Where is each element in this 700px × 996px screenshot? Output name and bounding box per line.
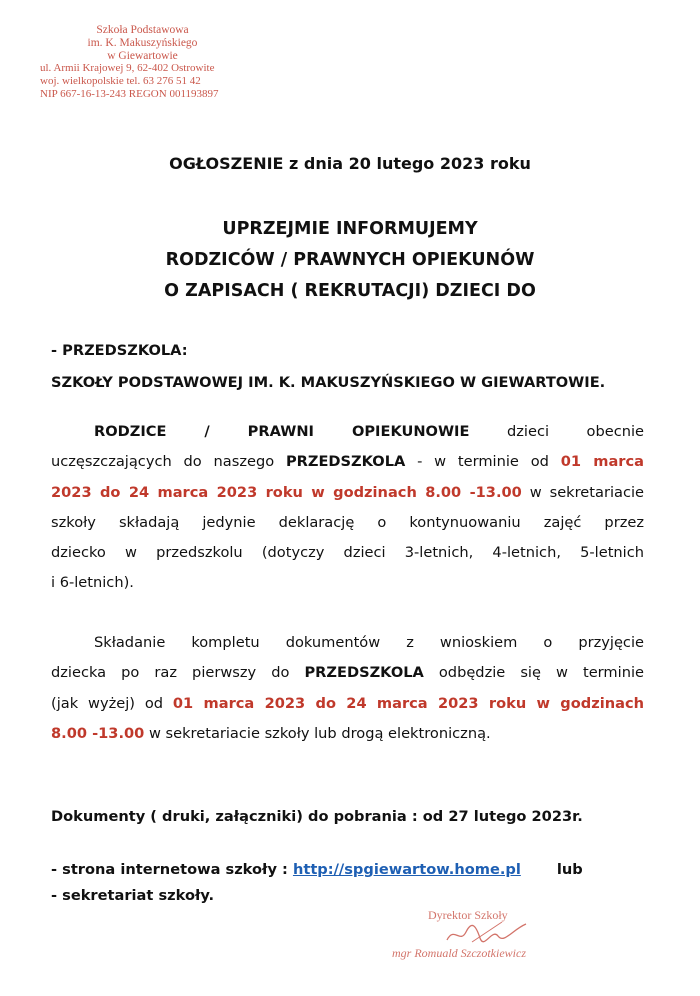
- para2-text: odbędzie się w terminie: [423, 664, 644, 682]
- para1-bold: PRZEDSZKOLA: [285, 453, 406, 471]
- signature-title: Dyrektor Szkoły: [428, 908, 508, 922]
- para1-parents: RODZICE / PRAWNI OPIEKUNOWIE: [94, 423, 470, 440]
- school-name: SZKOŁY PODSTAWOWEJ IM. K. MAKUSZYŃSKIEGO W GIEWARTOWIE.: [51, 374, 606, 391]
- para1-text: uczęszczających do naszego: [51, 453, 286, 471]
- school-website-link[interactable]: http://spgiewartow.home.pl: [292, 861, 521, 878]
- para1-date: 01 marca: [560, 453, 644, 471]
- website-line: [51, 861, 583, 878]
- para1-line-3: [51, 478, 644, 508]
- signature-name: mgr Romuald Szczotkiewicz: [392, 946, 526, 960]
- preschool-item: - PRZEDSZKOLA:: [51, 342, 188, 359]
- paragraph-application: [51, 628, 644, 749]
- para2-line-2: [51, 658, 644, 688]
- heading-line-3: O ZAPISACH ( REKRUTACJI) DZIECI DO: [164, 281, 536, 301]
- para1-date-range: 2023 do 24 marca 2023 roku w godzinach 8.00 -13.00: [51, 483, 522, 501]
- para2-hours: 8.00 -13.00: [51, 724, 145, 742]
- signature-scribble-icon: [442, 918, 532, 948]
- para1-line-5: dziecko w przedszkolu (dotyczy dzieci 3-letnich, 4-letnich, 5-letnich: [51, 544, 644, 562]
- secretariat-line: - sekretariat szkoły.: [51, 887, 215, 904]
- para1-line-6: i 6-letnich).: [51, 574, 134, 592]
- website-or: lub: [556, 861, 583, 878]
- para2-line-1: Składanie kompletu dokumentów z wnioskiem o przyjęcie: [94, 634, 644, 651]
- para1-text: w sekretariacie: [521, 483, 644, 501]
- stamp-line-6: NIP 667-16-13-243 REGON 001193897: [40, 87, 219, 100]
- school-stamp: [40, 24, 245, 101]
- para1-line-4: szkoły składają jedynie deklarację o kontynuowaniu zajęć przez: [51, 513, 644, 531]
- para2-date-range: 01 marca 2023 do 24 marca 2023 roku w godzinach: [172, 694, 645, 712]
- para1-text: dzieci obecnie: [506, 423, 645, 440]
- para2-text: w sekretariacie szkoły lub drogą elektroniczną.: [144, 724, 491, 742]
- stamp-line-4: ul. Armii Krajowej 9, 62-402 Ostrowite: [40, 62, 215, 75]
- heading-line-1: UPRZEJMIE INFORMUJEMY: [222, 219, 478, 239]
- announcement-title: OGŁOSZENIE z dnia 20 lutego 2023 roku: [169, 154, 531, 173]
- stamp-line-2: im. K. Makuszyńskiego: [87, 36, 198, 49]
- para2-text: (jak wyżej) od: [51, 694, 173, 712]
- stamp-line-5: woj. wielkopolskie tel. 63 276 51 42: [40, 75, 201, 88]
- paragraph-declaration: [51, 417, 644, 599]
- main-heading: [0, 214, 700, 307]
- stamp-line-1: Szkoła Podstawowa: [96, 24, 189, 36]
- para1-line-2: [51, 447, 644, 477]
- para2-text: dziecka po raz pierwszy do: [51, 664, 305, 682]
- heading-line-2: RODZICÓW / PRAWNYCH OPIEKUNÓW: [165, 250, 535, 270]
- para2-bold: PRZEDSZKOLA: [304, 664, 424, 682]
- stamp-line-3: w Giewartowie: [107, 49, 178, 62]
- para2-line-4: [51, 719, 644, 749]
- documents-line: Dokumenty ( druki, załączniki) do pobrania : od 27 lutego 2023r.: [51, 808, 583, 825]
- para1-line-1: [51, 417, 644, 447]
- para2-line-3: [51, 689, 644, 719]
- para1-text: - w terminie od: [405, 453, 561, 471]
- website-prefix: - strona internetowa szkoły :: [51, 861, 293, 878]
